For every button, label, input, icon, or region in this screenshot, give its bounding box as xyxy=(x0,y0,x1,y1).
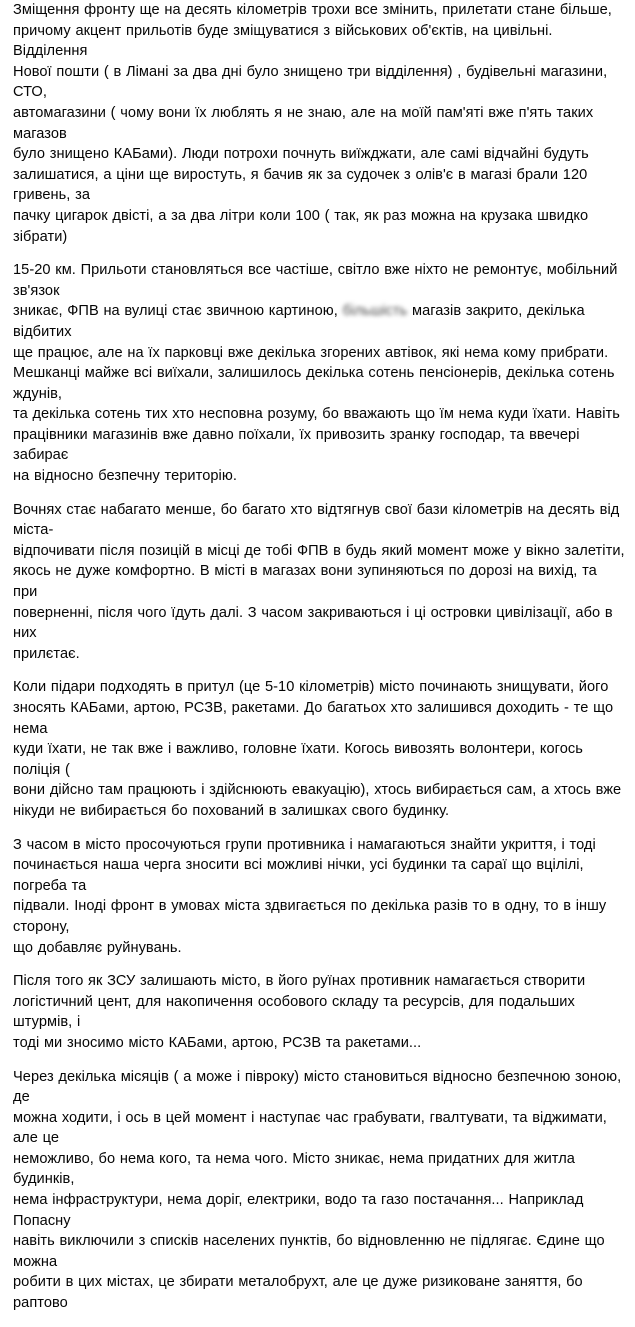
paragraph-2 xyxy=(13,260,625,487)
paragraph-4: Коли підари подходять в притул (це 5-10 кілометрів) місто починають знищувати, його зносять КАБами, артою, РСЗВ, ракетами. До багатьох хто залишився доходить - те що нема куди їхати, не так вже і важливо, головне їхати. Когось вивозять волонтери, когось поліція ( вони дійсно там працюють і здійснюють евакуацію), хтось вибирається сам, а хтось вже нікуди не вибирається бо похований в залишках свого будинку. xyxy=(13,679,622,819)
censored-word: більшість xyxy=(342,303,408,320)
paragraph-2-start: 15-20 км. Прильоти становляться все частіше, світло вже ніхто не ремонтує, мобільний зв'язок зникає, ФПВ на вулиці стає звичною картиною, xyxy=(13,262,618,320)
paragraph-1: Зміщення фронту ще на десять кілометрів трохи все змінить, прилетати стане більше, причому акцент прильотів буде зміщуватися з військових об'єктів, на цивільні. Відділення Нової пошти ( в Лімані за два дні було знищено три відділення) , будівельні магазини, СТО, автомагазини ( чому вони їх люблять я не знаю, але на моїй пам'яті вже п'ять таких магазов було знищено КАБами). Люди потрохи почнуть виїжджати, але самі відчайні будуть залишатися, а ціни ще виростуть, я бачив як за судочек з олів'є в магазі брали 120 гривень, за пачку цигарок двісті, а за два літри коли 100 ( так, як раз можна на крузака швидко зібрати) xyxy=(13,2,612,245)
paragraph-3: Вочнях стає набагато менше, бо багато хто відтягнув свої бази кілометрів на десять від міста- відпочивати після позицій в місці де тобі ФПВ в будь який момент може у вікно залетіти, якось не дуже комфортно. В місті в магазах вони зупиняються по дорозі на вихід, та при поверненні, після чого їдуть далі. З часом закриваються і ці островки цивілізації, або в них прилєтає. xyxy=(13,501,625,662)
paragraph-6: Після того як ЗСУ залишають місто, в його руїнах противник намагається створити логістичний цент, для накопичення особового складу та ресурсів, для подальших штурмів, і тоді ми зносимо місто КАБами, артою, РСЗВ та ракетами... xyxy=(13,973,586,1051)
paragraph-2-end: магазів закрито, декілька відбитих ще працює, але на їх парковці вже декілька згорених автівок, які нема кому прибрати. Мешканці майже всі виїхали, залишилось декілька сотень пенсіонерів, декілька сотень ждунів, та декілька сотень тих хто несповна розуму, бо вважають що їм нема куди їхати. Навіть працівники магазинів вже давно поїхали, їх привозить зранку господар, та ввечері забирає на відносно безпечну територію. xyxy=(13,303,620,485)
paragraph-7: Через декілька місяців ( а може і півроку) місто становиться відносно безпечною зоною, де можна ходити, і ось в цей момент і наступає час грабувати, гвалтувати, та віджимати, але це неможливо, бо нема кого, та нема чого. Місто зникає, нема придатних для житла будинків, нема інфраструктури, нема доріг, електрики, водо та газо постачання... Наприклад Попасну навіть виключили з списків населених пунктів, бо відновленню не підлягає. Єдине що можна робити в цих містах, це збирати металобрухт, але це дуже ризиковане заняття, бо раптово xyxy=(13,1068,622,1312)
paragraph-5: З часом в місто просочуються групи противника і намагаються знайти укриття, і тоді починається наша черга зносити всі можливі нічки, усі будинки та сараї що вцілілі, погреба та підвали. Іноді фронт в умовах міста здвигається по декілька разів то в одну, то в іншу сторону, що добавляє руйнувань. xyxy=(13,836,607,956)
post-text xyxy=(13,0,625,1327)
